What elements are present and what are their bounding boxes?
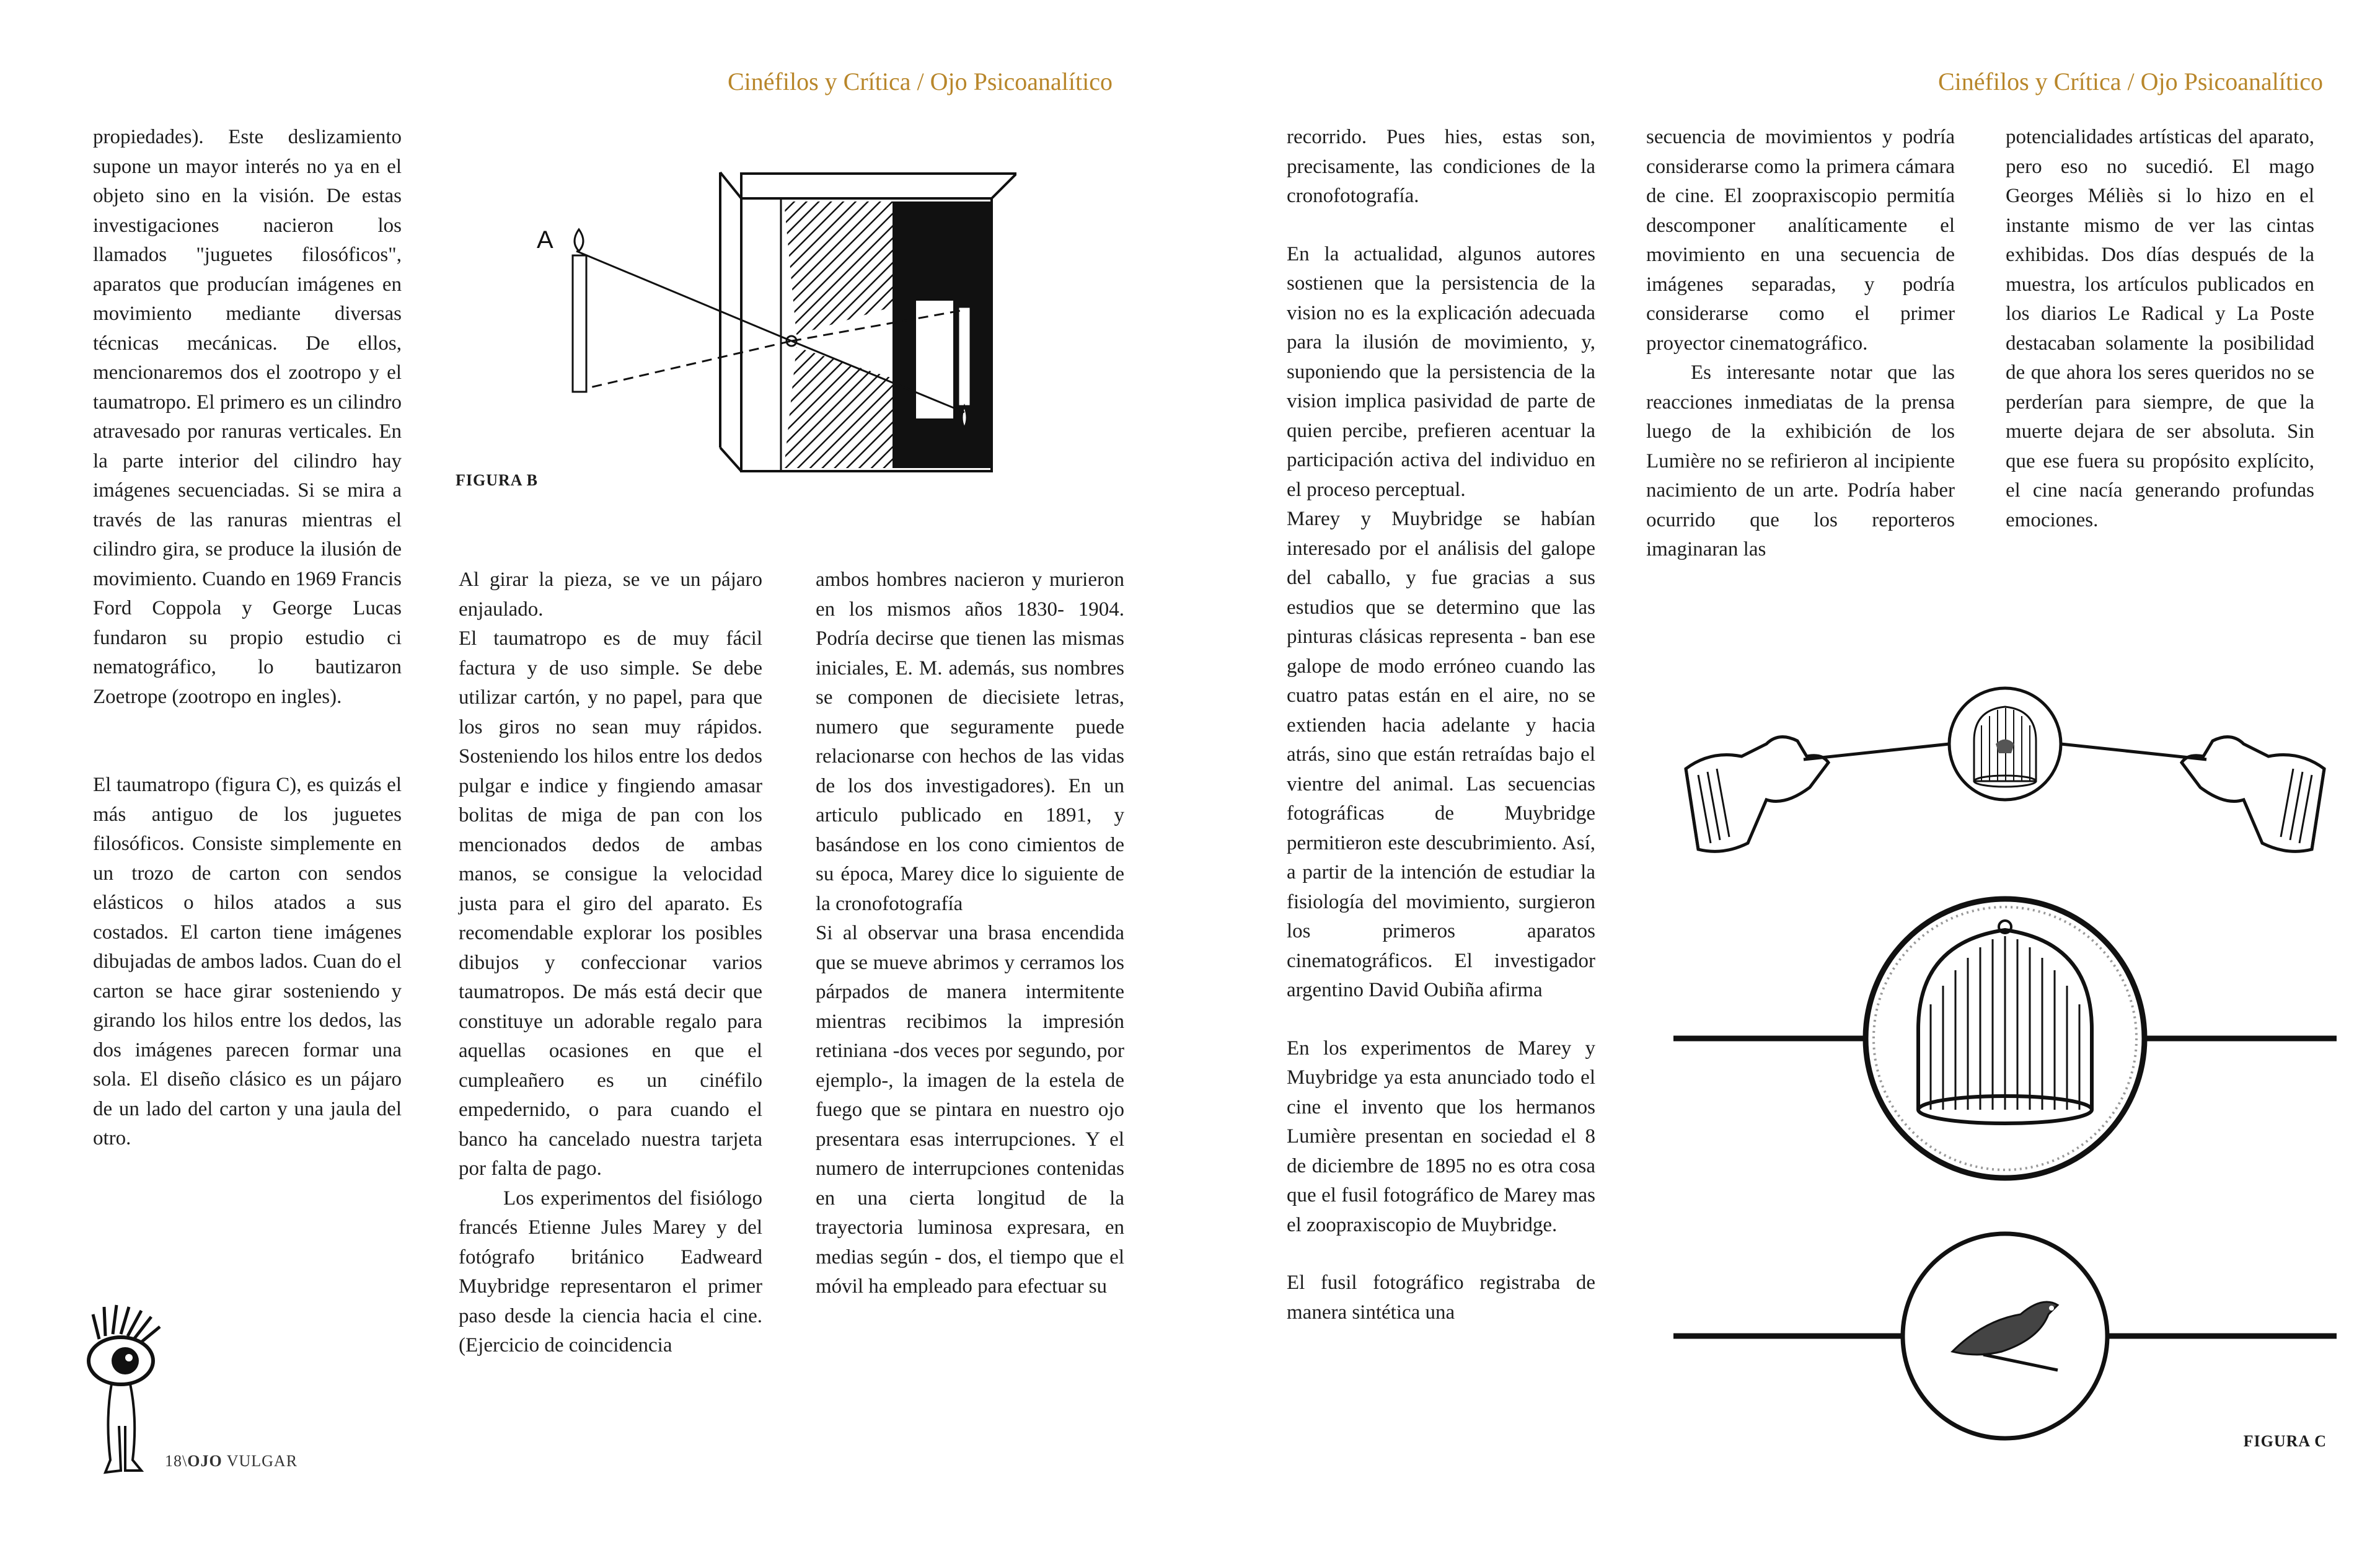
text-column-5: [1646, 123, 1955, 565]
hands-with-disc: [1686, 688, 2324, 851]
paragraph: En la actualidad, algunos autores sostienen que la persistencia de la vision no es la explicación adecuada para la ilusión de movimiento, y, suponiendo que la persistencia de la vision implica pasividad de parte de quien percibe, prefieren acentuar la participación activa del individuo en el proceso perceptual.: [1287, 242, 1595, 501]
text-column-6: [2006, 123, 2314, 535]
page-number: 18\: [165, 1452, 188, 1470]
paragraph: El taumatropo (figura C), es quizás el más antiguo de los juguetes filosóficos. Consiste simplemente en un trozo de carton con sendos elásticos o hilos atados a sus costados. El carton tiene imágenes dibujadas de ambos lados. Cuan do el carton se hace girar sosteniendo y girando los hilos entre los dedos, las dos imágenes parecen formar una sola. El diseño clásico es un pájaro de un lado del carton y una jaula del otro.: [93, 774, 402, 1149]
paragraph: El taumatropo es de muy fácil factura y de uso simple. Se debe utilizar cartón, y no papel, para que los giros no sean muy rápidos. Sosteniendo los hilos entre los dedos pulgar e indice y fingiendo amasar bolitas de miga de pan con los mencionados dedos de ambas manos, se consigue la velocidad justa para el giro del aparato. Es recomendable explorar los posibles dibujos y confeccionar varios taumatropos. De más está decir que constituye un adorable regalo para aquellas ocasiones en que el cumpleañero es un cinéfilo empedernido, o para cuando el banco ha cancelado nuestra tarjeta por falta de pago.: [459, 627, 762, 1180]
paragraph: Los experimentos del fisiólogo francés Etienne Jules Marey y del fotógrafo británico Eadweard Muybridge representaron el primer paso desde la ciencia hacia el cine. (Ejercicio de coincidencia: [459, 1187, 762, 1356]
paragraph: Marey y Muybridge se habían interesado por el análisis del galope del caballo, y fue gracias a sus estudios que se determino que las pinturas clásicas representa - ban ese galope de modo erróneo cuando las cuatro patas están en el aire, no se extienden hacia adelante y hacia atrás, sino que están retraídas bajo el vientre del animal. Las secuencias fotográficas de Muybridge permitieron este descubrimiento. Así, a partir de la intención de estudiar la fisiología del movimiento, surgieron los primeros aparatos cinematográficos. El investigador argentino David Oubiña afirma: [1287, 508, 1595, 1001]
text-column-1: [93, 123, 402, 1154]
camera-obscura-illustration: [521, 167, 1016, 477]
text-column-2: [459, 565, 762, 1361]
paragraph: potencialidades artísticas del aparato, pero eso no sucedió. El mago Georges Méliès si lo hizo en el instante mismo de ver las cintas exhibidas. Dos días después de la muestra, los artículos publicados en los diarios Le Radical y La Poste destacaban solamente la posibilidad de que ahora los seres queridos no se perderían para siempre, de que la muerte dejara de ser absoluta. Sin que ese fuera su propósito explícito, el cine nacía generando profundas emociones.: [2006, 126, 2314, 531]
text-column-3: [816, 565, 1124, 1302]
magazine-brand: OJO: [187, 1452, 223, 1470]
paragraph: Al girar la pieza, se ve un pájaro enjaulado.: [459, 569, 762, 621]
text-column-4: [1287, 123, 1595, 1327]
page-folio: [165, 1452, 298, 1471]
paragraph: ambos hombres nacieron y murieron en los mismos años 1830- 1904. Podría decirse que tienen las mismas iniciales, E. M. además, sus nombres se componen de diecisiete letras, numero que seguramente puede relacionarse con hechos de las vidas de los dos investigadores). En un articulo publicado en 1891, y basándose en los cono cimientos de su época, Marey dice lo siguiente de la cronofotografía: [816, 569, 1124, 915]
paragraph: recorrido. Pues hies, estas son, precisamente, las condiciones de la cronofotografía.: [1287, 126, 1595, 207]
running-header-right: Cinéfilos y Crítica / Ojo Psicoanalítico: [1937, 68, 2323, 95]
paragraph: secuencia de movimientos y podría considerarse como la primera cámara de cine. El zoopraxiscopio permitía descomponer analíticamente el movimiento en una secuencia de imágenes separadas, y podría considerarse como el primer proyector cinematográfico.: [1646, 126, 1955, 355]
paragraph: propiedades). Este deslizamiento supone un mayor interés no ya en el objeto sino en la visión. De estas investigaciones nacieron los llamados "juguetes filosóficos", aparatos que producían imágenes en movimiento mediante diversas técnicas mecánicas. De ellos, mencionaremos dos el zootropo y el taumatropo. El primero es un cilindro atravesado por ranuras verticales. En la parte interior del cilindro hay imágenes secuenciadas. Si se mira a través de las ranuras mientras el cilindro gira, se produce la ilusión de movimiento. Cuando en 1969 Francis Ford Coppola y George Lucas fundaron su propio estudio ci nematográfico, lo bautizaron Zoetrope (zootropo en ingles).: [93, 126, 402, 708]
ojo-vulgar-logo-icon: [87, 1302, 167, 1476]
cage-disc: [1673, 899, 2337, 1178]
figure-b-caption: FIGURA B: [456, 471, 538, 489]
paragraph: Si al observar una brasa encendida que se mueve abrimos y cerramos los párpados de manera intermitente mientras recibimos la impresión retiniana -dos veces por segundo, por ejemplo-, la imagen de la estela de fuego que se pintara en nuestro ojo presentara esas interrupciones. Y el numero de interrupciones contenidas en una cierta longitud de la trayectoria luminosa expresara, en medias según - dos, el tiempo que el móvil ha empleado para efectuar su: [816, 922, 1124, 1298]
figure-c-caption: FIGURA C: [2243, 1432, 2327, 1450]
paragraph: Es interesante notar que las reacciones inmediatas de la prensa luego de la exhibición de los Lumière no se refirieron al incipiente nacimiento de un arte. Podría haber ocurrido que los reporteros imaginaran las: [1646, 361, 1955, 560]
paragraph: En los experimentos de Marey y Muybridge ya esta anunciado todo el cine el invento que los hermanos Lumière presentan en sociedad el 8 de diciembre de 1895 no es otra cosa que el fusil fotográfico de Marey mas el zoopraxiscopio de Muybridge.: [1287, 1037, 1595, 1236]
thaumatrope-illustration: [1673, 682, 2337, 1451]
magazine-brand-rest: VULGAR: [222, 1452, 298, 1470]
bird-disc: [1673, 1234, 2337, 1438]
paragraph: El fusil fotográfico registraba de manera sintética una: [1287, 1272, 1595, 1324]
figure-b-point-label: A: [537, 226, 553, 254]
running-header-left: Cinéfilos y Crítica / Ojo Psicoanalítico: [728, 68, 1113, 95]
